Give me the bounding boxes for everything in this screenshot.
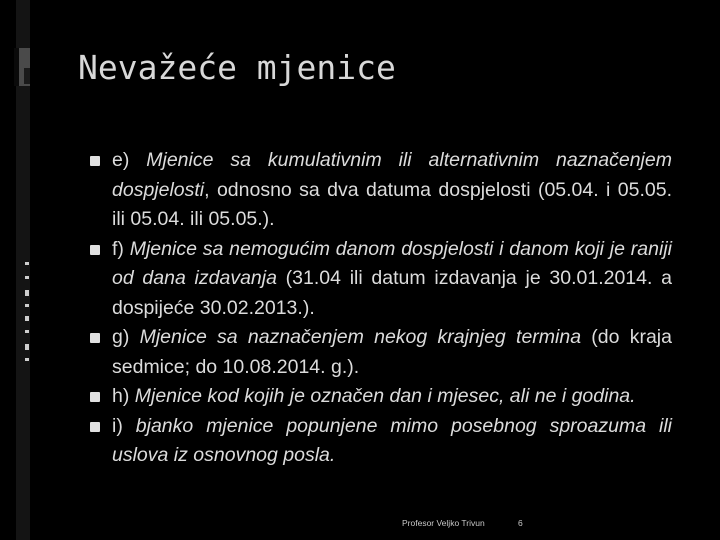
page-number: 6 — [518, 518, 523, 528]
list-item — [90, 146, 672, 235]
bullet-square-icon — [90, 333, 100, 343]
item-emphasis: Mjenice kod kojih je označen dan i mjesec, ali ne i godina. — [134, 385, 636, 407]
list-item — [90, 412, 672, 471]
item-emphasis: Mjenice sa kumulativnim ili alternativnim naznačenjem dospjelosti — [112, 149, 672, 201]
item-text: (do kraja sedmice; do 10.08.2014. g.). — [112, 326, 672, 378]
item-emphasis: Mjenice sa nemogućim danom dospjelosti i danom koji je raniji od dana izdavanja — [112, 237, 672, 289]
slide-title: Nevažeće mjenice — [78, 48, 396, 87]
decorative-stripe — [25, 262, 29, 265]
decorative-stripe — [25, 358, 29, 361]
list-item — [90, 235, 672, 324]
bullet-square-icon — [90, 392, 100, 402]
bullet-square-icon — [90, 156, 100, 166]
bullet-square-icon — [90, 422, 100, 432]
item-label: h) — [112, 385, 135, 407]
item-emphasis: Mjenice sa naznačenjem nekog krajnjeg termina — [139, 326, 582, 348]
list-item — [90, 382, 672, 412]
decorative-stripe — [25, 330, 29, 333]
item-emphasis: bjanko mjenice popunjene mimo posebnog sproazuma ili uslova iz osnovnog posla. — [112, 414, 672, 466]
item-label: g) — [112, 326, 140, 348]
footer-author: Profesor Veljko Trivun — [402, 518, 485, 528]
list-item — [90, 323, 672, 382]
decorative-stripe — [25, 290, 29, 296]
decorative-stripe — [25, 276, 29, 279]
item-label: f) — [112, 237, 130, 260]
item-text: (31.04 ili datum izdavanja je 30.01.2014. a dospijeće 30.02.2013.). — [112, 267, 672, 319]
bullet-list — [90, 146, 672, 471]
decorative-stripe — [25, 304, 29, 307]
title-marker-small-block — [24, 68, 30, 84]
item-label: e) — [112, 149, 147, 171]
item-label: i) — [112, 414, 136, 437]
decorative-stripe — [25, 344, 29, 350]
decorative-stripe — [25, 316, 29, 321]
item-text: , odnosno sa dva datuma dospjelosti (05.04. i 05.05. ili 05.04. ili 05.05.). — [112, 178, 672, 230]
bullet-square-icon — [90, 245, 100, 255]
